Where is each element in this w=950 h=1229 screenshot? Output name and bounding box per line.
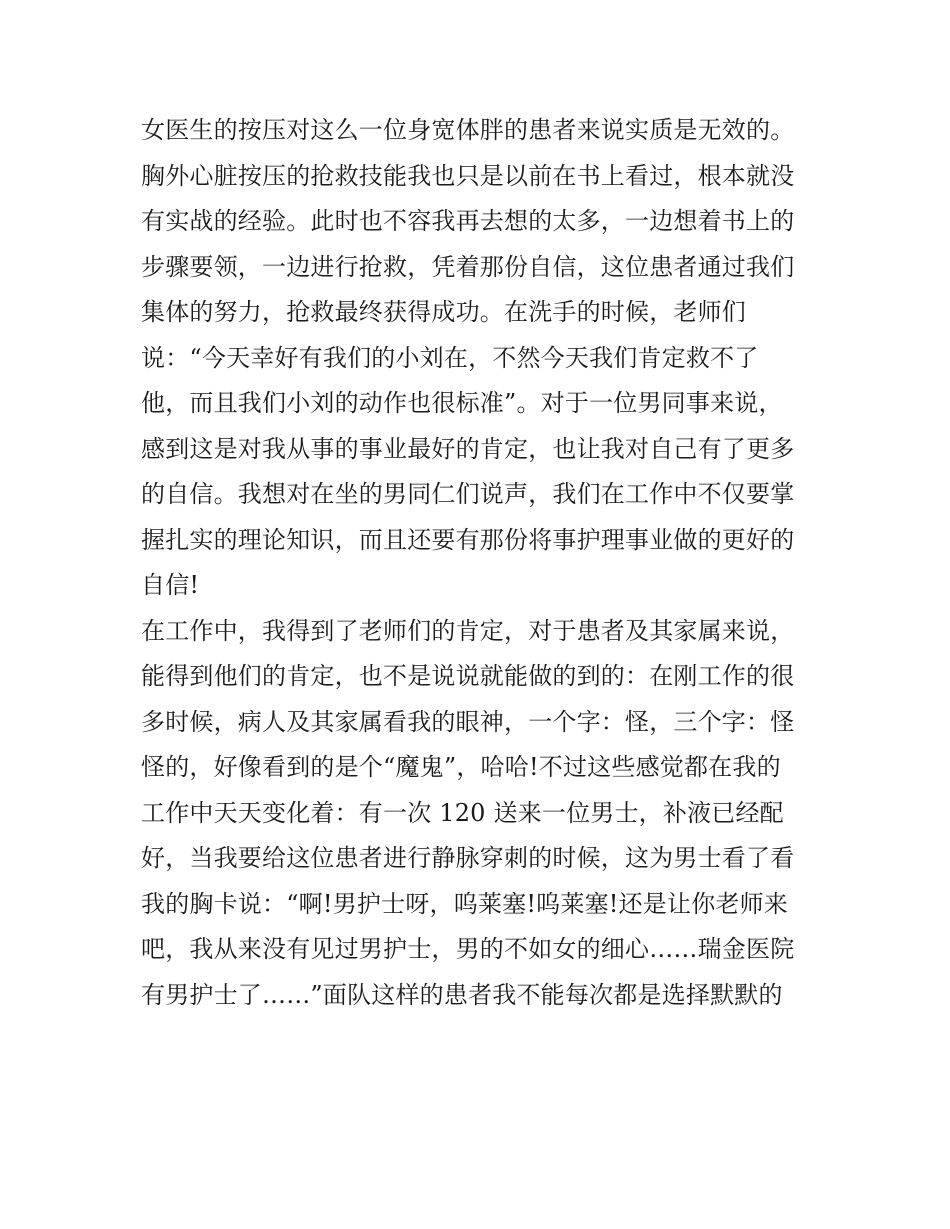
text-line: 的自信。我想对在坐的男同仁们说声，我们在工作中不仅要掌	[141, 480, 795, 508]
text-line: 感到这是对我从事的事业最好的肯定，也让我对自己有了更多	[141, 434, 795, 463]
text-line: 怪的，好像看到的是个“魔鬼”，哈哈!不过这些感觉都在我的	[141, 753, 781, 781]
text-line: 吧，我从来没有见过男护士，男的不如女的细心……瑞金医院	[141, 935, 795, 963]
body-text	[141, 108, 821, 1018]
text-line: 步骤要领，一边进行抢救，凭着那份自信，这位患者通过我们	[141, 252, 795, 281]
text-line: 在工作中，我得到了老师们的肯定，对于患者及其家属来说，	[141, 616, 795, 645]
text-line: 胸外心脏按压的抢救技能我也只是以前在书上看过，根本就没	[141, 161, 795, 190]
text-line: 说：“今天幸好有我们的小刘在，不然今天我们肯定救不了	[141, 343, 759, 372]
text-line: 有男护士了……”面队这样的患者我不能每次都是选择默默的	[141, 980, 783, 1009]
text-line: 多时候，病人及其家属看我的眼神，一个字：怪，三个字：怪	[141, 707, 795, 736]
text-line: 我的胸卡说：“啊!男护士呀，呜莱塞!呜莱塞!还是让你老师来	[141, 889, 789, 918]
text-line: 握扎实的理论知识，而且还要有那份将事护理事业做的更好的	[141, 525, 795, 554]
text-line: 他，而且我们小刘的动作也很标准”。对于一位男同事来说，	[141, 389, 783, 417]
text-line: 工作中天天变化着：有一次 120 送来一位男士，补液已经配	[141, 798, 784, 827]
text-line: 集体的努力，抢救最终获得成功。在洗手的时候，老师们	[141, 298, 746, 326]
text-line: 女医生的按压对这么一位身宽体胖的患者来说实质是无效的。	[141, 116, 795, 144]
text-line: 好，当我要给这位患者进行静脉穿刺的时候，这为男士看了看	[141, 844, 795, 872]
text-line: 自信!	[141, 571, 200, 599]
text-line: 有实战的经验。此时也不容我再去想的太多，一边想着书上的	[141, 207, 795, 235]
text-line: 能得到他们的肯定，也不是说说就能做的到的：在刚工作的很	[141, 662, 795, 690]
